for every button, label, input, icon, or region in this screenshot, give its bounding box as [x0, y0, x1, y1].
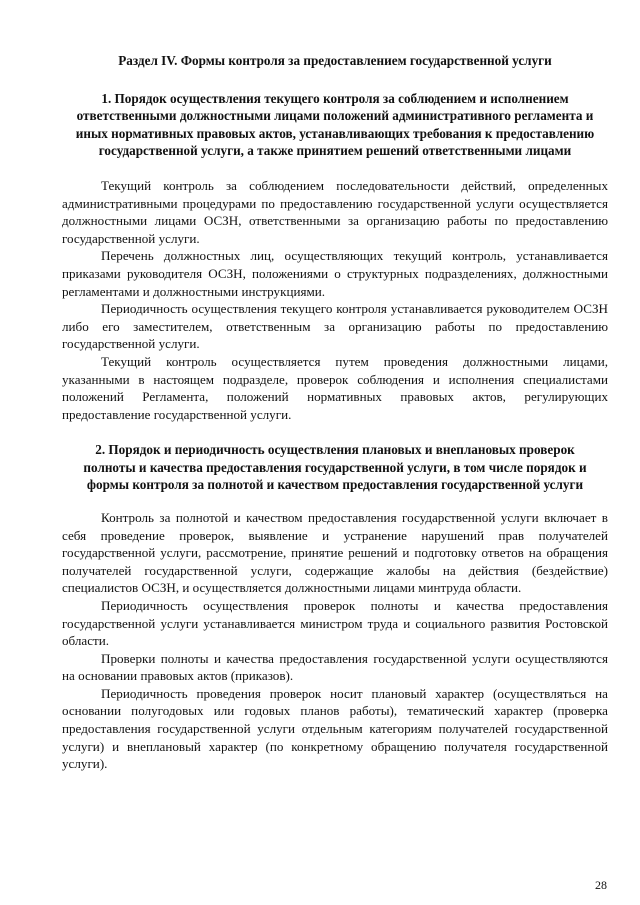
paragraph-2-1: Контроль за полнотой и качеством предоставления государственной услуги включает в себя проведение проверок, выявление и устранение нарушений прав получателей государственной услуги, рассмотрение, принятие решений и подготовку ответов на обращения получателей государственной услуги, содержащие жалобы на действия (бездействие) специалистов ОСЗН, и осуществляется должностными лицами минтруда области.: [62, 509, 608, 596]
paragraph-1-2: Перечень должностных лиц, осуществляющих текущий контроль, устанавливается приказами руководителя ОСЗН, положениями о структурных подразделениях, должностными регламентами и должностными инструкциями.: [62, 248, 608, 299]
paragraph-1-1: Текущий контроль за соблюдением последовательности действий, определенных административными процедурами по предоставлению государственной услуги осуществляется должностными лицами ОСЗН, ответственными за организацию работы по предоставлению государственной услуги.: [62, 178, 608, 246]
paragraph-1-3: Периодичность осуществления текущего контроля устанавливается руководителем ОСЗН либо его заместителем, ответственным за организацию работы по предоставлению государственной услуги.: [62, 301, 608, 352]
page-number: 28: [595, 878, 607, 892]
paragraph-1-4: Текущий контроль осуществляется путем проведения должностными лицами, указанными в настоящем подразделе, проверок соблюдения и исполнения специалистами положений Регламента, положений нормативных правовых актов, регулирующих предоставление государственной услуги.: [62, 353, 608, 422]
section-title: Раздел IV. Формы контроля за предоставлением государственной услуги: [118, 53, 552, 68]
subsection-1-title: 1. Порядок осуществления текущего контроля за соблюдением и исполнением ответственными должностными лицами положений административного регламента и иных нормативных правовых актов, устанавливающих требования к предоставлению государственной услуги, а также принятием решений ответственными лицами: [75, 91, 595, 158]
subsection-2-body: [62, 509, 608, 773]
subsection-1-body: [62, 177, 608, 423]
paragraph-2-2: Периодичность осуществления проверок полноты и качества предоставления государственной услуги устанавливается министром труда и социального развития Ростовской области.: [62, 597, 608, 649]
paragraph-2-4: Периодичность проведения проверок носит плановый характер (осуществляться на основании полугодовых или годовых планов работы), тематический характер (проверка предоставления государственной услуги отдельным категориям получателей государственной услуги) и внеплановый характер (по конкретному обращению получателя государственной услуги).: [62, 685, 608, 772]
paragraph-2-3: Проверки полноты и качества предоставления государственной услуги осуществляются на основании правовых актов (приказов).: [62, 650, 608, 684]
subsection-2-title: 2. Порядок и периодичность осуществления плановых и внеплановых проверок полноты и качества предоставления государственной услуги, в том числе порядок и формы контроля за полнотой и качеством предоставления государственной услуги: [83, 442, 587, 492]
